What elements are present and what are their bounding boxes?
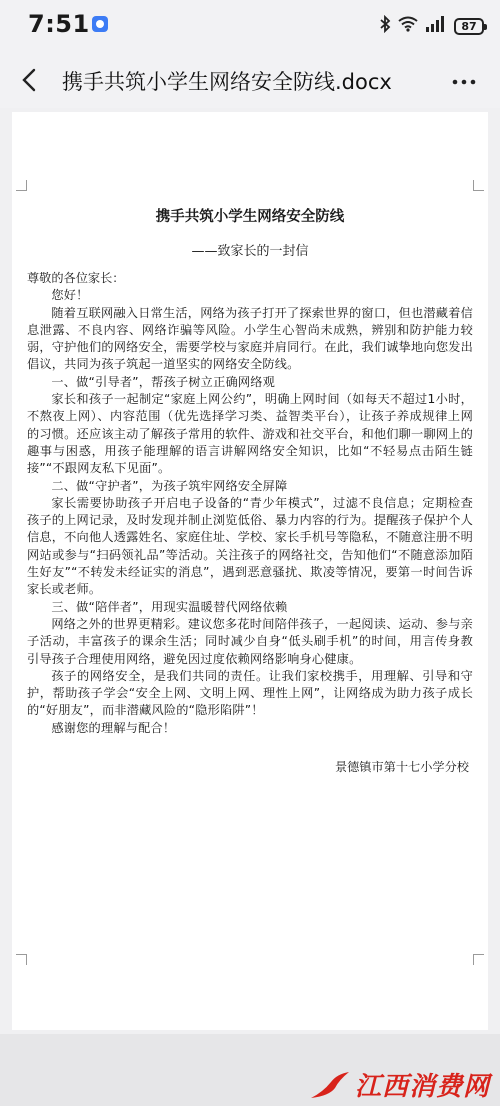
document-page[interactable] [12, 112, 488, 1030]
signature: 景德镇市第十七小学分校 [334, 760, 469, 775]
signal-icon [425, 16, 447, 36]
status-time: 7:51 [28, 10, 90, 38]
watermark-swoosh-icon [309, 1070, 351, 1100]
document-title: 携手共筑小学生网络安全防线 [155, 209, 345, 225]
notification-app-icon [92, 16, 108, 32]
section-heading: 一、做“引导者”，帮孩子树立正确网络观 [51, 374, 276, 389]
page-corner-mark [473, 180, 484, 191]
app-bar [0, 52, 500, 108]
page-corner-mark [16, 180, 27, 191]
wifi-icon [398, 16, 418, 36]
battery-indicator: 87 [454, 18, 484, 35]
section-heading: 二、做“守护者”，为孩子筑牢网络安全屏障 [51, 478, 288, 493]
paragraph: 家长和孩子一起制定“家庭上网公约”，明确上网时间（如每天不超过1小时，不熬夜上网）、内容范围（优先选择学习类、益智类平台），让孩子养成规律上网的习惯。还应该主动了解孩子常用的软件、游戏和社交平台，和他们聊一聊网上的趣事与困惑，用孩子能理解的语言讲解网络安全知识，比如“不轻易点击陌生链接”“不跟网友私下见面”。 [27, 392, 473, 476]
status-bar [0, 0, 500, 52]
paragraph: 家长需要协助孩子开启电子设备的“青少年模式”，过滤不良信息；定期检查孩子的上网记录，及时发现并制止浏览低俗、暴力内容的行为。提醒孩子保护个人信息，不向他人透露姓名、家庭住址、学校、家长手机号等隐私，不随意注册不明网站或参与“扫码领礼品”等活动。关注孩子的网络社交，告知他们“不随意添加陌生好友”“不转发未经证实的消息”，遇到恶意骚扰、欺凌等情况，要第一时间告诉家长或老师。 [27, 495, 473, 597]
document-subtitle: ——致家长的一封信 [191, 244, 309, 259]
status-icons [379, 15, 484, 37]
document-body [27, 206, 473, 776]
salutation: 尊敬的各位家长： [27, 271, 125, 285]
paragraph: 您好！ [51, 288, 89, 303]
paragraph: 网络之外的世界更精彩。建议您多花时间陪伴孩子，一起阅读、运动、参与亲子活动，丰富孩子的课余生活；同时减少自身“低头刷手机”的时间，用言传身教引导孩子合理使用网络，避免因过度依赖网络影响身心健康。 [27, 616, 473, 666]
document-filename: 携手共筑小学生网络安全防线.docx [62, 70, 392, 94]
paragraph: 随着互联网融入日常生活，网络为孩子打开了探索世界的窗口，但也潜藏着信息泄露、不良内容、网络诈骗等风险。小学生心智尚未成熟，辨别和防护能力较弱，守护他们的网络安全，需要学校与家庭并肩同行。在此，我们诚挚地向您发出倡议，共同为孩子筑起一道坚实的网络安全防线。 [27, 305, 473, 372]
bluetooth-icon [379, 15, 391, 37]
page-corner-mark [16, 954, 27, 965]
watermark-text: 江西消费网 [354, 1072, 490, 1102]
page-corner-mark [473, 954, 484, 965]
paragraph: 孩子的网络安全，是我们共同的责任。让我们家校携手，用理解、引导和守护，帮助孩子学会“安全上网、文明上网、理性上网”，让网络成为助力孩子成长的“好朋友”，而非潜藏风险的“隐形陷阱”！ [27, 668, 473, 718]
paragraph: 感谢您的理解与配合！ [51, 720, 176, 735]
more-icon[interactable] [450, 70, 478, 94]
watermark-logo [309, 1066, 490, 1103]
back-arrow-icon[interactable] [16, 62, 46, 98]
section-heading: 三、做“陪伴者”，用现实温暖替代网络依赖 [51, 599, 288, 614]
